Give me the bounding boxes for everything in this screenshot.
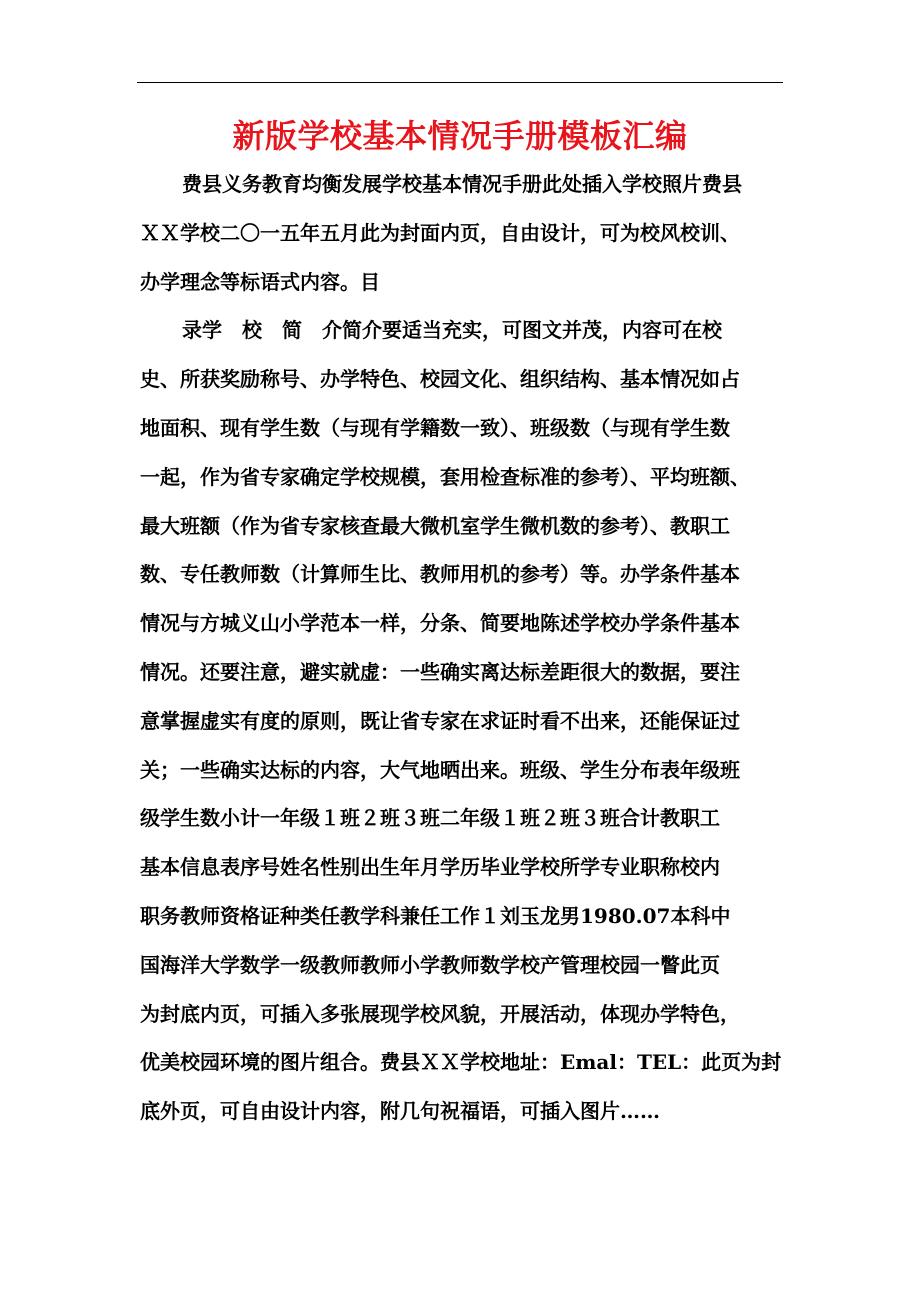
document-title: 新版学校基本情况手册模板汇编	[232, 117, 688, 155]
header-rule	[137, 82, 783, 83]
body-line: 情况与方城义山小学范本一样，分条、简要地陈述学校办学条件基本	[140, 611, 740, 636]
body-line: ＸＸ学校二〇一五年五月此为封面内页，自由设计，可为校风校训、	[140, 220, 740, 245]
body-line: 数、专任教师数（计算师生比、教师用机的参考）等。办学条件基本	[140, 562, 740, 587]
document-body	[140, 160, 785, 1136]
body-line: 办学理念等标语式内容。目	[140, 269, 380, 294]
body-line: 国海洋大学数学一级教师教师小学教师数学校产管理校园一瞥此页	[140, 952, 720, 977]
body-line: 地面积、现有学生数（与现有学籍数一致）、班级数（与现有学生数	[140, 415, 730, 440]
body-line: 级学生数小计一年级１班２班３班二年级１班２班３班合计教职工	[140, 806, 720, 831]
body-line: 底外页，可自由设计内容，附几句祝福语，可插入图片……	[140, 1099, 660, 1124]
body-line: 费县义务教育均衡发展学校基本情况手册此处插入学校照片费县	[182, 172, 742, 196]
body-line: 基本信息表序号姓名性别出生年月学历毕业学校所学专业职称校内	[140, 855, 720, 880]
body-line: 最大班额（作为省专家核查最大微机室学生微机数的参考）、教职工	[140, 513, 730, 538]
body-line: 史、所获奖励称号、办学特色、校园文化、组织结构、基本情况如占	[140, 367, 740, 392]
body-line: 意掌握虚实有度的原则，既让省专家在求证时看不出来，还能保证过	[140, 708, 740, 733]
body-line: 一起，作为省专家确定学校规模，套用检查标准的参考）、平均班额、	[140, 464, 750, 489]
body-line: 职务教师资格证种类任教学科兼任工作１刘玉龙男1980.07本科中	[140, 903, 731, 928]
body-line: 情况。还要注意，避实就虚：一些确实离达标差距很大的数据，要注	[140, 659, 740, 684]
body-line: 录学 校 简 介简介要适当充实，可图文并茂，内容可在校	[182, 318, 722, 343]
body-line: 为封底内页，可插入多张展现学校风貌，开展活动，体现办学特色，	[140, 1001, 740, 1026]
body-line: 优美校园环境的图片组合。费县ＸＸ学校地址：Emal：TEL：此页为封	[140, 1050, 782, 1075]
body-line: 关；一些确实达标的内容，大气地晒出来。班级、学生分布表年级班	[140, 757, 740, 782]
